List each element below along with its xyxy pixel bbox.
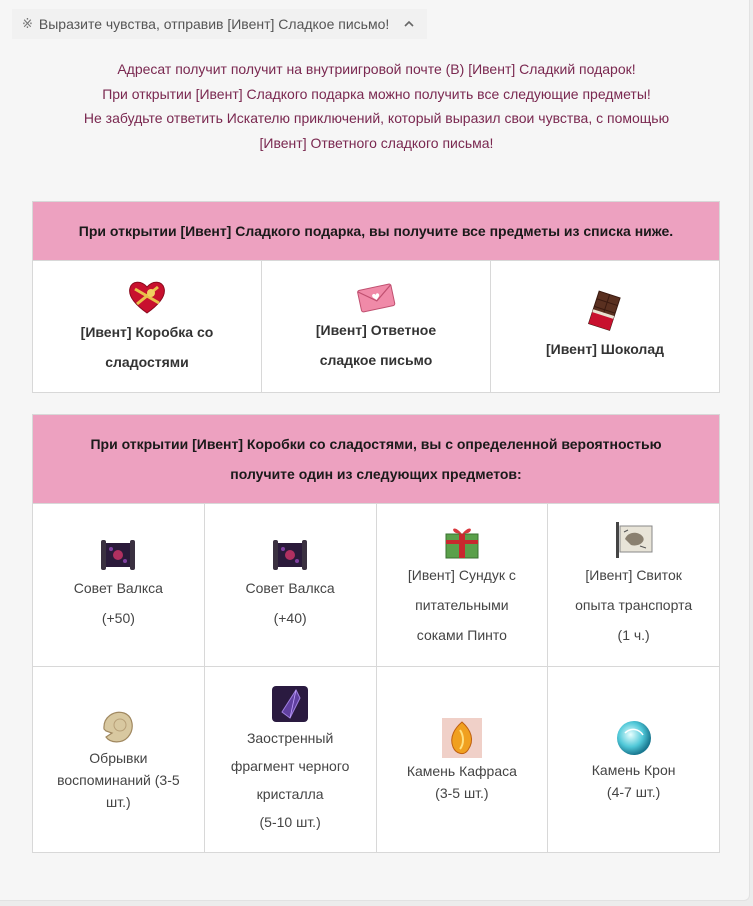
cron-stone-icon [613, 717, 655, 759]
item-name: фрагмент черного [230, 757, 350, 774]
item-cell [33, 261, 262, 393]
item-name: Камень Крон [591, 761, 676, 778]
table-header [33, 415, 720, 504]
item-name: [Ивент] Ответное [315, 321, 437, 338]
pink-letter-icon [354, 279, 398, 315]
item-name: воспоминаний (3-5 [57, 771, 180, 788]
chevron-up-icon[interactable] [401, 16, 417, 32]
item-amount: (+40) [273, 610, 307, 626]
green-gift-chest-icon [442, 520, 482, 560]
item-cell [204, 667, 376, 853]
memory-fragment-icon [98, 707, 138, 747]
item-amount: (5-10 шт.) [259, 813, 321, 830]
item-cell [376, 504, 548, 667]
item-name: Совет Валкса [73, 580, 163, 596]
chocolate-bar-icon [583, 290, 627, 334]
black-crystal-shard-icon [270, 684, 310, 724]
intro-text [0, 57, 753, 155]
item-name: [Ивент] Сундук с [407, 567, 516, 583]
item-name: Камень Кафраса [406, 762, 517, 779]
item-amount: (4-7 шт.) [606, 783, 661, 800]
item-name: [Ивент] Шоколад [545, 340, 664, 357]
valks-scroll-icon [270, 537, 310, 573]
intro-line: [Ивент] Ответного сладкого письма! [259, 134, 494, 151]
item-cell [33, 504, 205, 667]
item-cell [33, 667, 205, 853]
intro-line: Не забудьте ответить Искателю приключений, который выразил свои чувства, с помощью [83, 110, 670, 126]
item-cell [376, 667, 548, 853]
item-name: кристалла [256, 785, 324, 802]
valks-scroll-icon [98, 537, 138, 573]
item-cell [548, 667, 720, 853]
intro-line: При открытии [Ивент] Сладкого подарка можно получить все следующие предметы! [102, 85, 651, 102]
item-amount: (1 ч.) [617, 627, 650, 643]
item-cell [548, 504, 720, 667]
item-name: соками Пинто [416, 627, 507, 643]
item-name: опыта транспорта [575, 597, 693, 613]
item-name: [Ивент] Коробка со [80, 323, 214, 340]
table-header: При открытии [Ивент] Сладкого подарка, вы получите все предметы из списка ниже. [33, 202, 720, 261]
caphras-stone-icon [440, 716, 484, 760]
item-name: Обрывки [89, 749, 148, 766]
item-amount: (3-5 шт.) [435, 784, 489, 801]
table-header-line: При открытии [Ивент] Коробки со сладостями, вы с определенной вероятностью [90, 436, 662, 452]
item-name: сладкое письмо [319, 351, 433, 368]
candy-box-table [32, 414, 720, 853]
item-name: Совет Валкса [245, 580, 335, 596]
item-amount: шт.) [106, 793, 131, 810]
section-title: Выразите чувства, отправив [Ивент] Сладкое письмо! [38, 16, 390, 32]
intro-line: Адресат получит получит на внутриигровой почте (В) [Ивент] Сладкий подарок! [117, 61, 636, 77]
item-amount: (+50) [101, 610, 135, 626]
mount-exp-scroll-icon [612, 520, 656, 560]
gift-contents-table [32, 201, 720, 393]
item-name: питательными [415, 597, 509, 613]
item-cell [491, 261, 720, 393]
item-name: сладостями [105, 353, 189, 370]
item-cell [262, 261, 491, 393]
reference-mark: ※ [22, 16, 33, 31]
item-name: [Ивент] Свиток [585, 567, 682, 583]
table-header-line: получите один из следующих предметов: [230, 466, 522, 482]
item-cell [204, 504, 376, 667]
section-toggle[interactable] [12, 9, 427, 39]
item-name: Заостренный [246, 729, 334, 746]
heart-candy-box-icon [125, 277, 169, 317]
